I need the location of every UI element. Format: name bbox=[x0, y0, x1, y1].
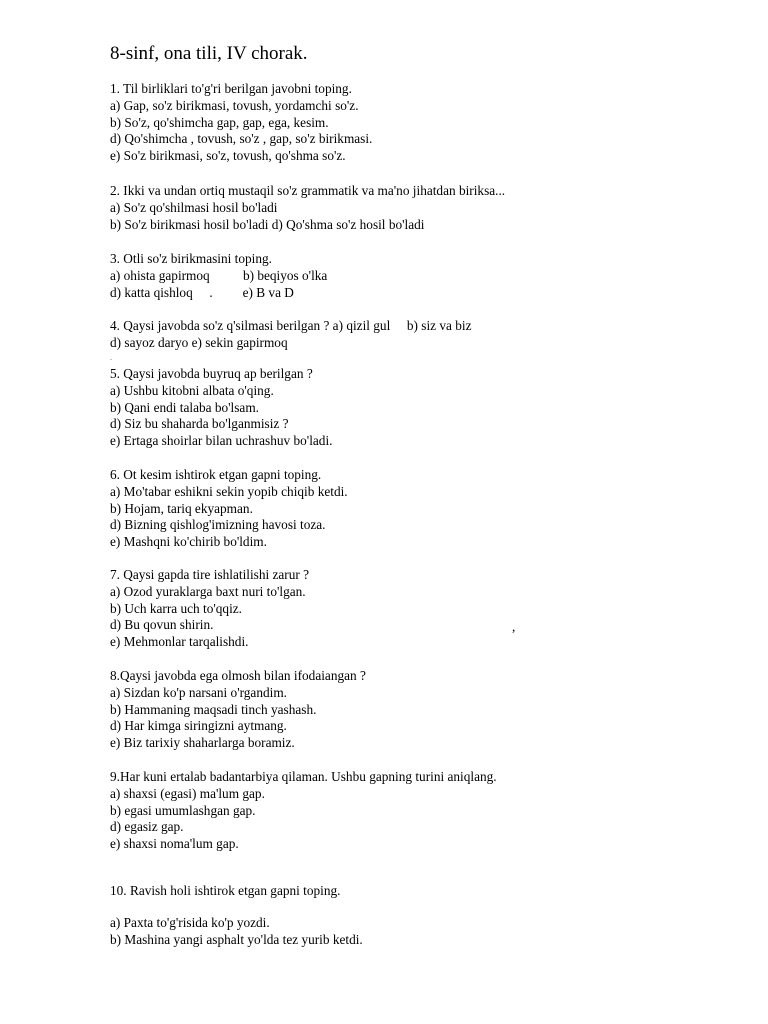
question-8-text: 8.Qaysi javobda ega olmosh bilan ifodaiangan ? bbox=[110, 668, 366, 683]
option-b: b) egasi umumlashgan gap. bbox=[110, 802, 256, 818]
option-e: e) Biz tarixiy shaharlarga boramiz. bbox=[110, 735, 295, 751]
option-a: a) shaxsi (egasi) ma'lum gap. bbox=[110, 785, 265, 801]
option-e: e) Ertaga shoirlar bilan uchrashuv bo'ladi. bbox=[110, 433, 333, 449]
stray-comma: , bbox=[512, 619, 516, 634]
option-d: d) Qo'shimcha , tovush, so'z , gap, so'z birikmasi. bbox=[110, 131, 373, 147]
question-2 bbox=[110, 183, 505, 233]
stray-mark: - bbox=[110, 355, 113, 363]
question-4-text: 4. Qaysi javobda so'z q'silmasi berilgan ? a) qizil gul b) siz va biz bbox=[110, 318, 472, 333]
question-3-text: 3. Otli so'z birikmasini toping. bbox=[110, 251, 272, 266]
option-b-d: b) So'z birikmasi hosil bo'ladi d) Qo'shma so'z hosil bo'ladi bbox=[110, 216, 425, 232]
question-7-text: 7. Qaysi gapda tire ishlatilishi zarur ? bbox=[110, 567, 310, 582]
option-e: e) shaxsi noma'lum gap. bbox=[110, 836, 239, 852]
option-e: e) Mashqni ko'chirib bo'ldim. bbox=[110, 534, 267, 550]
option-d: d) Siz bu shaharda bo'lganmisiz ? bbox=[110, 416, 289, 432]
option-d: d) Har kimga siringizni aytmang. bbox=[110, 718, 287, 734]
question-1-text: 1. Til birliklari to'g'ri berilgan javobni toping. bbox=[110, 81, 352, 96]
question-10-options bbox=[110, 915, 363, 949]
option-a: a) Paxta to'g'risida ko'p yozdi. bbox=[110, 915, 270, 930]
option-b: b) Qani endi talaba bo'lsam. bbox=[110, 399, 259, 415]
question-4 bbox=[110, 318, 472, 352]
option-b: b) Mashina yangi asphalt yo'lda tez yurib ketdi. bbox=[110, 931, 363, 947]
option-b: b) So'z, qo'shimcha gap, gap, ega, kesim. bbox=[110, 114, 329, 130]
option-d: d) Bu qovun shirin. bbox=[110, 617, 214, 633]
question-9 bbox=[110, 769, 497, 853]
option-d: d) Bizning qishlog'imizning havosi toza. bbox=[110, 517, 326, 533]
option-e: e) So'z birikmasi, so'z, tovush, qo'shma so'z. bbox=[110, 148, 346, 164]
question-3 bbox=[110, 251, 327, 301]
option-e: e) Mehmonlar tarqalishdi. bbox=[110, 634, 249, 650]
option-b: b) Uch karra uch to'qqiz. bbox=[110, 600, 242, 616]
question-8 bbox=[110, 668, 366, 752]
option-d-e: d) sayoz daryo e) sekin gapirmoq bbox=[110, 334, 288, 350]
question-10 bbox=[110, 883, 340, 900]
option-b: b) Hammaning maqsadi tinch yashash. bbox=[110, 701, 317, 717]
document-title: 8-sinf, ona tili, IV chorak. bbox=[110, 43, 308, 64]
option-a: a) Mo'tabar eshikni sekin yopib chiqib ketdi. bbox=[110, 483, 348, 499]
question-5-text: 5. Qaysi javobda buyruq ap berilgan ? bbox=[110, 366, 313, 381]
option-a-b: a) ohista gapirmoq b) beqiyos o'lka bbox=[110, 267, 328, 283]
option-a: a) Ushbu kitobni albata o'qing. bbox=[110, 382, 274, 398]
question-9-text: 9.Har kuni ertalab badantarbiya qilaman. Ushbu gapning turini aniqlang. bbox=[110, 769, 497, 784]
question-6-text: 6. Ot kesim ishtirok etgan gapni toping. bbox=[110, 467, 322, 482]
question-1 bbox=[110, 81, 372, 165]
option-a: a) Sizdan ko'p narsani o'rgandim. bbox=[110, 684, 287, 700]
option-b: b) Hojam, tariq ekyapman. bbox=[110, 500, 253, 516]
question-2-text: 2. Ikki va undan ortiq mustaqil so'z grammatik va ma'no jihatdan biriksa... bbox=[110, 183, 506, 198]
option-a: a) So'z qo'shilmasi hosil bo'ladi bbox=[110, 199, 278, 215]
question-5 bbox=[110, 366, 332, 450]
option-d-e: d) katta qishloq . e) B va D bbox=[110, 284, 294, 300]
option-d: d) egasiz gap. bbox=[110, 819, 184, 835]
question-10-text: 10. Ravish holi ishtirok etgan gapni toping. bbox=[110, 883, 341, 898]
option-a: a) Gap, so'z birikmasi, tovush, yordamchi so'z. bbox=[110, 97, 359, 113]
option-a: a) Ozod yuraklarga baxt nuri to'lgan. bbox=[110, 583, 306, 599]
question-7 bbox=[110, 567, 309, 651]
question-6 bbox=[110, 467, 348, 551]
